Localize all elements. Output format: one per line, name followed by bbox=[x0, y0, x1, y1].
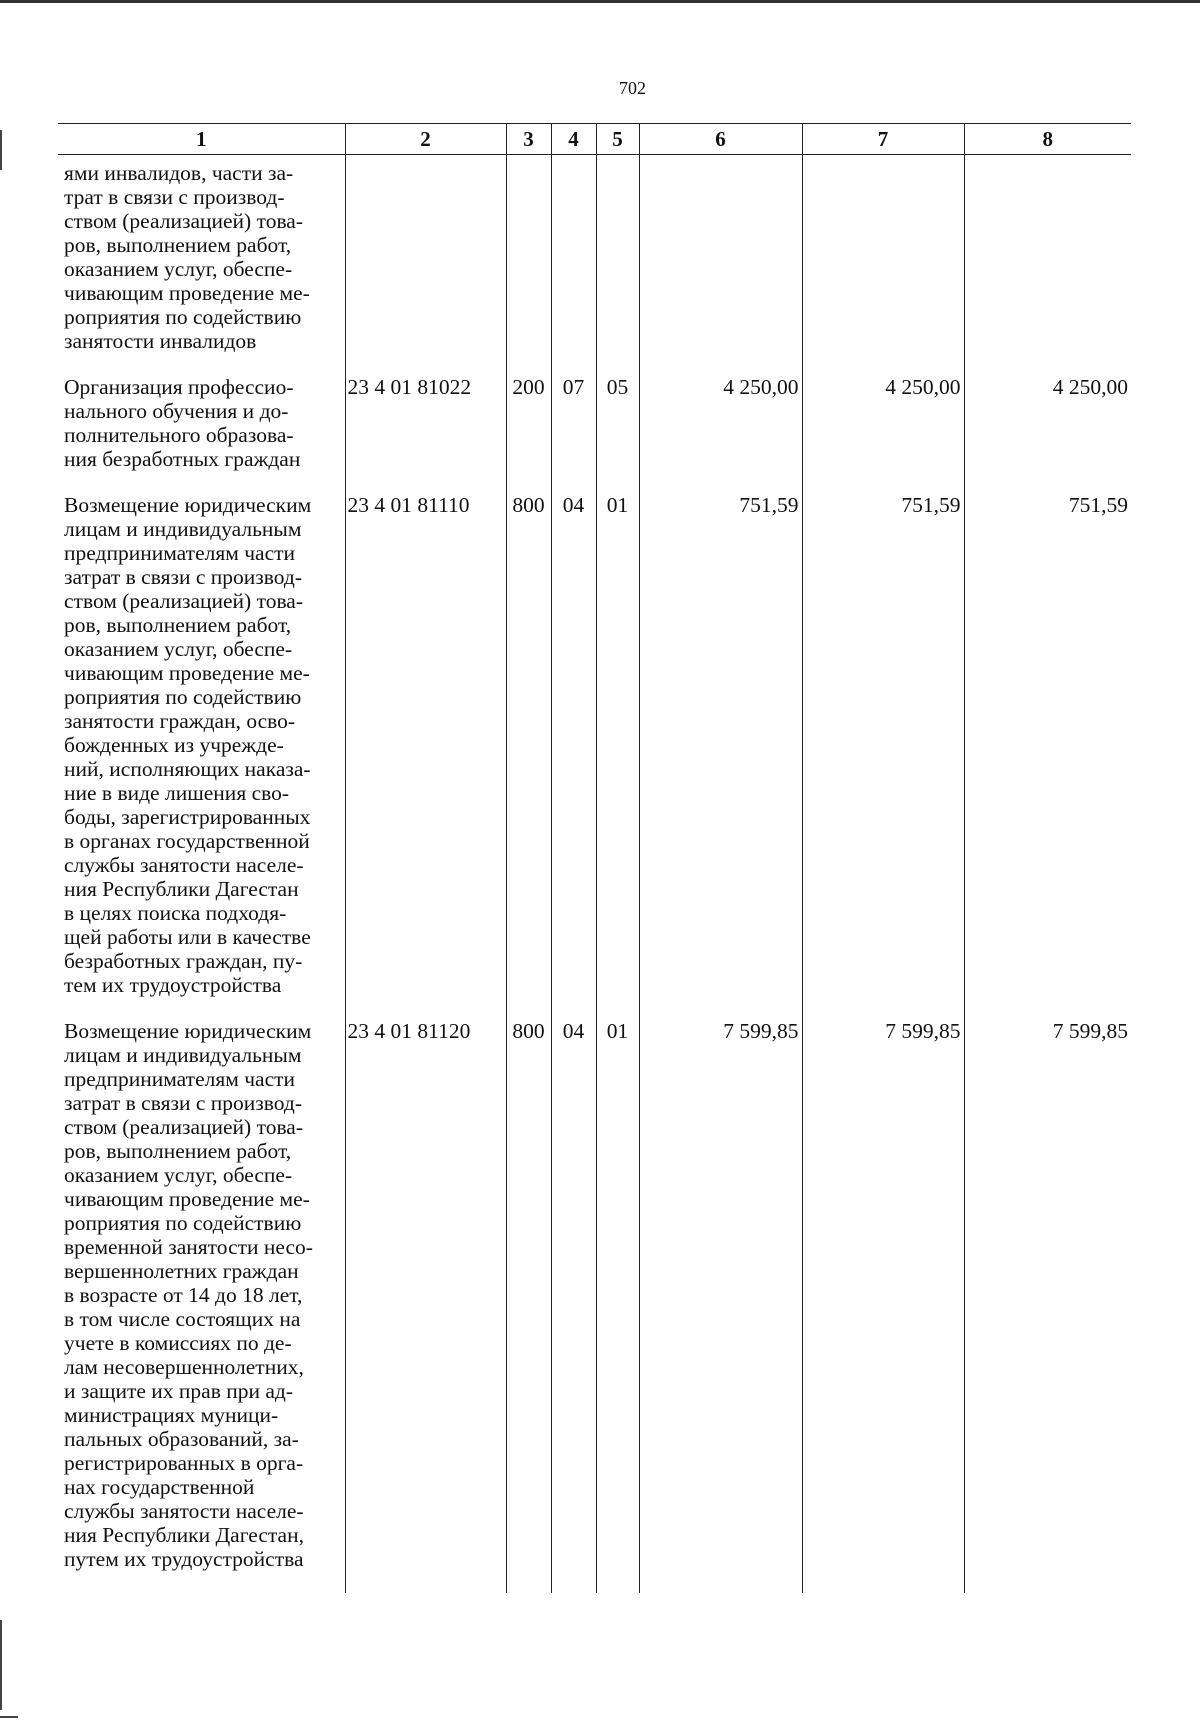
row-description: Организация профессио- нального обучения и до- полнительного образова- ния безработных граждан bbox=[58, 375, 345, 493]
row-col-4: 04 bbox=[551, 1019, 596, 1593]
table-row bbox=[58, 1019, 1131, 1593]
row-code bbox=[345, 155, 506, 376]
row-code: 23 4 01 81110 bbox=[345, 493, 506, 1019]
page-number: 702 bbox=[619, 78, 646, 98]
row-col-3 bbox=[506, 155, 551, 376]
row-amount-8 bbox=[964, 155, 1131, 376]
row-amount-8: 4 250,00 bbox=[964, 375, 1131, 493]
row-description: Возмещение юридическим лицам и индивидуальным предпринимателям части затрат в связи с производ- ством (реализацией) това- ров, выполнением работ, оказанием услуг, обеспе- чивающим проведение ме- роприятия по содействию занятости граждан, осво- божденных из учрежде- ний, исполняющих наказа- ние в виде лишения сво- боды, зарегистрированных в органах государственной службы занятости населе- ния Республики Дагестан в целях поиска подходя- щей работы или в качестве безработных граждан, пу- тем их трудоустройства bbox=[58, 493, 345, 1019]
row-amount-8: 7 599,85 bbox=[964, 1019, 1131, 1593]
row-col-3: 200 bbox=[506, 375, 551, 493]
table-row bbox=[58, 155, 1131, 376]
row-col-5 bbox=[596, 155, 639, 376]
table-row bbox=[58, 493, 1131, 1019]
table-header-row bbox=[58, 124, 1131, 155]
row-amount-6 bbox=[639, 155, 802, 376]
column-header: 3 bbox=[506, 124, 551, 155]
row-col-5: 01 bbox=[596, 493, 639, 1019]
row-col-5: 01 bbox=[596, 1019, 639, 1593]
table-row bbox=[58, 375, 1131, 493]
row-amount-7 bbox=[802, 155, 964, 376]
row-col-3: 800 bbox=[506, 1019, 551, 1593]
row-amount-6: 7 599,85 bbox=[639, 1019, 802, 1593]
row-col-4: 07 bbox=[551, 375, 596, 493]
column-header: 6 bbox=[639, 124, 802, 155]
row-col-3: 800 bbox=[506, 493, 551, 1019]
column-header: 4 bbox=[551, 124, 596, 155]
row-amount-7: 7 599,85 bbox=[802, 1019, 964, 1593]
row-code: 23 4 01 81120 bbox=[345, 1019, 506, 1593]
column-header: 8 bbox=[964, 124, 1131, 155]
row-amount-8: 751,59 bbox=[964, 493, 1131, 1019]
row-description: ями инвалидов, части за- трат в связи с производ- ством (реализацией) това- ров, выполнением работ, оказанием услуг, обеспе- чивающим проведение ме- роприятия по содействию занятости инвалидов bbox=[58, 155, 345, 376]
row-col-5: 05 bbox=[596, 375, 639, 493]
row-amount-6: 751,59 bbox=[639, 493, 802, 1019]
column-header: 1 bbox=[58, 124, 345, 155]
column-header: 7 bbox=[802, 124, 964, 155]
left-edge-mark bbox=[0, 1620, 2, 1710]
row-amount-6: 4 250,00 bbox=[639, 375, 802, 493]
budget-table bbox=[58, 123, 1131, 1593]
column-header: 5 bbox=[596, 124, 639, 155]
row-code: 23 4 01 81022 bbox=[345, 375, 506, 493]
bottom-edge-mark bbox=[0, 1716, 18, 1718]
row-description: Возмещение юридическим лицам и индивидуальным предпринимателям части затрат в связи с производ- ством (реализацией) това- ров, выполнением работ, оказанием услуг, обеспе- чивающим проведение ме- роприятия по содействию временной занятости несо- вершеннолетних граждан в возрасте от 14 до 18 лет, в том числе состоящих на учете в комиссиях по де- лам несовершеннолетних, и защите их прав при ад- министрациях муници- пальных образований, за- регистрированных в орга- нах государственной службы занятости населе- ния Республики Дагестан, путем их трудоустройства bbox=[58, 1019, 345, 1593]
row-col-4 bbox=[551, 155, 596, 376]
row-amount-7: 751,59 bbox=[802, 493, 964, 1019]
left-edge-mark bbox=[0, 130, 2, 170]
top-border-rule bbox=[0, 0, 1200, 3]
column-header: 2 bbox=[345, 124, 506, 155]
row-amount-7: 4 250,00 bbox=[802, 375, 964, 493]
row-col-4: 04 bbox=[551, 493, 596, 1019]
